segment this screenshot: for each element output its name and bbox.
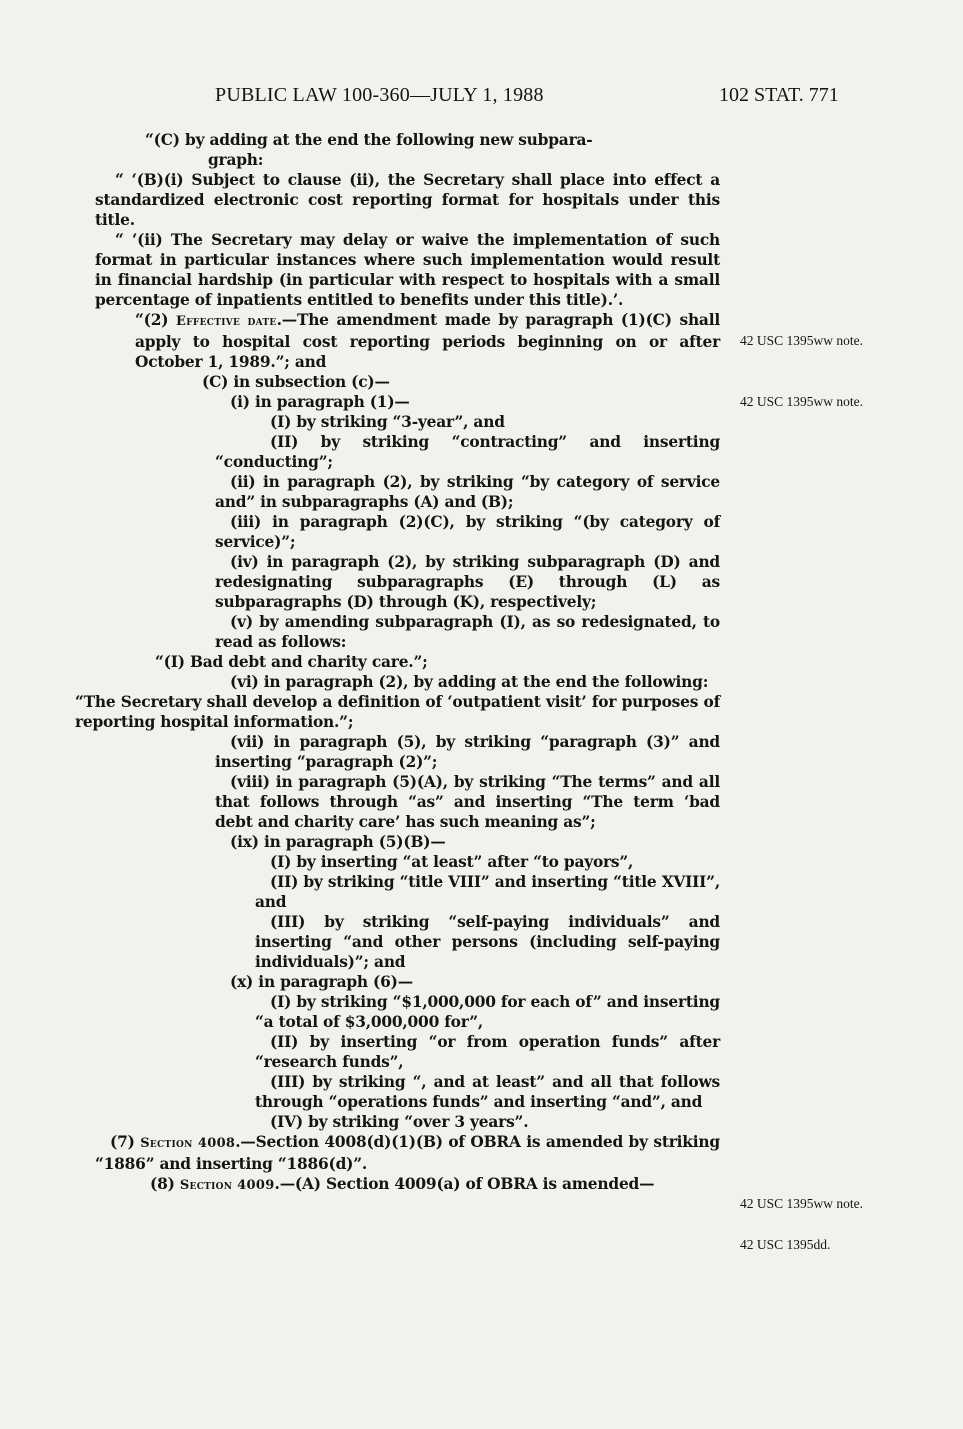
text-line: graph:	[208, 151, 264, 169]
paragraph: “(2) Effective date.—The amendment made by paragraph (1)(C) shall apply to hospital cost reporting periods beginning on or after October 1, 1989.”; and	[135, 311, 720, 371]
law-text-body	[75, 130, 720, 1196]
paragraph: (C) in subsection (c)—	[202, 373, 390, 391]
paragraph: (iii) in paragraph (2)(C), by striking “(by category of service)”;	[215, 513, 720, 551]
paragraph: (III) by striking “, and at least” and all that follows through “operations funds” and inserting “and”, and	[255, 1073, 720, 1111]
paragraph: (II) by striking “contracting” and inserting “conducting”;	[215, 433, 720, 471]
paragraph: (II) by inserting “or from operation funds” after “research funds”,	[255, 1033, 720, 1071]
margin-note: 42 USC 1395dd.	[740, 1237, 831, 1252]
paragraph: (vii) in paragraph (5), by striking “paragraph (3)” and inserting “paragraph (2)”;	[215, 733, 720, 771]
paragraph: (i) in paragraph (1)—	[230, 393, 410, 411]
paragraph: (II) by striking “title VIII” and inserting “title XVIII”, and	[255, 873, 720, 911]
paragraph: (I) by striking “$1,000,000 for each of” and inserting “a total of $3,000,000 for”,	[255, 993, 720, 1031]
quoted-text: “(I) Bad debt and charity care.”;	[155, 653, 428, 671]
paragraph: (8) Section 4009.—(A) Section 4009(a) of OBRA is amended—	[150, 1175, 655, 1193]
paragraph: (x) in paragraph (6)—	[230, 973, 413, 991]
paragraph: (v) by amending subparagraph (I), as so redesignated, to read as follows:	[215, 613, 720, 651]
paragraph: (IV) by striking “over 3 years”.	[270, 1113, 529, 1131]
paragraph: (ii) in paragraph (2), by striking “by category of service and” in subparagraphs (A) and (B);	[215, 473, 720, 511]
section-heading: Section 4008	[140, 1136, 236, 1151]
margin-note: 42 USC 1395ww note.	[740, 1196, 864, 1211]
paragraph: “ ‘(ii) The Secretary may delay or waive the implementation of such format in particular instances where such implementation would result in financial hardship (in particular with respect to hospitals with a small percentage of inpatients entitled to benefits under this title).’.	[95, 231, 720, 309]
margin-note: 42 USC 1395ww note.	[740, 333, 864, 348]
paragraph: (7) Section 4008.—Section 4008(d)(1)(B) of OBRA is amended by striking “1886” and inserting “1886(d)”.	[95, 1133, 720, 1173]
paragraph: “ ‘(B)(i) Subject to clause (ii), the Secretary shall place into effect a standardized electronic cost reporting format for hospitals under this title.	[95, 171, 720, 229]
section-heading: Section 4009	[179, 1178, 275, 1193]
paragraph: (I) by striking “3-year”, and	[270, 413, 505, 431]
running-header-title: PUBLIC LAW 100-360—JULY 1, 1988	[215, 84, 544, 106]
paragraph: (iv) in paragraph (2), by striking subparagraph (D) and redesignating subparagraphs (E) through (L) as subparagraphs (D) through (K), respectively;	[215, 553, 720, 611]
paragraph: (vi) in paragraph (2), by adding at the end the following:	[230, 673, 709, 691]
text-line: “(C) by adding at the end the following new subpara-	[145, 131, 593, 149]
quoted-text: “The Secretary shall develop a definition of ‘outpatient visit’ for purposes of reporting hospital information.”;	[75, 693, 720, 731]
section-heading: Effective date	[176, 314, 277, 329]
paragraph: (viii) in paragraph (5)(A), by striking “The terms” and all that follows through “as” and inserting “The term ‘bad debt and charity care’ has such meaning as”;	[215, 773, 720, 831]
paragraph: (III) by striking “self-paying individuals” and inserting “and other persons (including self-paying individuals)”; and	[255, 913, 720, 971]
paragraph: (ix) in paragraph (5)(B)—	[230, 833, 446, 851]
margin-note: 42 USC 1395ww note.	[740, 394, 864, 409]
paragraph: (I) by inserting “at least” after “to payors”,	[270, 853, 634, 871]
page-stat-number: 102 STAT. 771	[719, 84, 839, 106]
